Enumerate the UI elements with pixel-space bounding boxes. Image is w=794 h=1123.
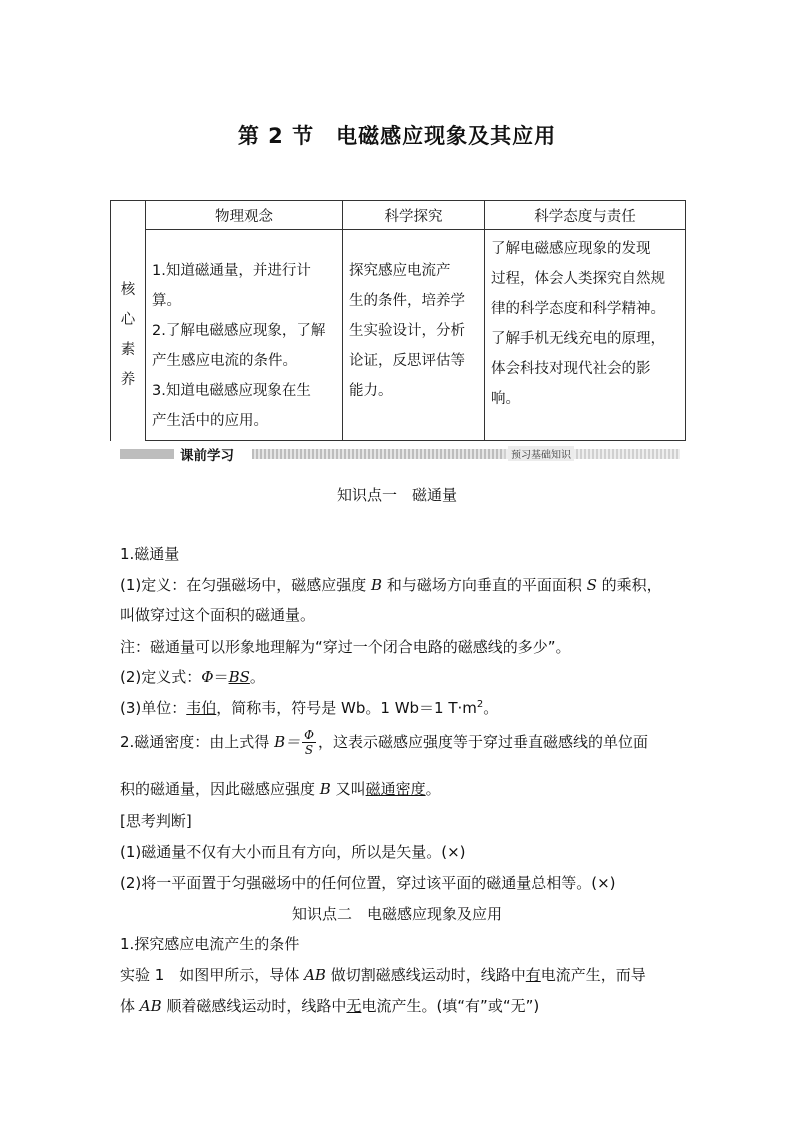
variable-ab: AB: [139, 997, 162, 1015]
section-3-title: 1.探究感应电流产生的条件: [120, 935, 300, 953]
concept-line: 3.知道电磁感应现象在生: [152, 383, 311, 399]
header-scientific-attitude: 科学态度与责任: [485, 201, 686, 230]
header-scientific-inquiry: 科学探究: [343, 201, 485, 230]
attitude-line: 过程，体会人类探究自然规: [491, 271, 665, 287]
text: (2)定义式：: [120, 668, 202, 686]
inquiry-line: 生实验设计，分析: [349, 323, 465, 339]
side-char: 养: [120, 371, 136, 388]
text: 的乘积，: [596, 576, 662, 594]
fraction-numerator: Φ: [304, 728, 314, 742]
core-literacy-side-label: [111, 201, 146, 441]
fraction-denominator: S: [304, 743, 314, 757]
text: 电流产生，而导: [540, 966, 646, 984]
attitude-line: 响。: [491, 391, 520, 407]
flux-density-line-2: [120, 778, 441, 799]
core-literacy-table: [110, 200, 686, 441]
header-physics-concept: 物理观念: [146, 201, 343, 230]
text: 和与磁场方向垂直的平面面积: [382, 576, 587, 594]
text: ，简称韦，符号是 Wb。1 Wb＝1 T·m: [216, 699, 477, 717]
text: 。: [425, 780, 441, 798]
equals-sign: ＝: [213, 668, 229, 686]
phi-symbol: Φ: [201, 668, 214, 686]
judgement-1: (1)磁通量不仅有大小而且有方向，所以是矢量。(×): [120, 843, 466, 861]
fraction-phi-over-s: [302, 728, 316, 757]
text: 做切割磁感线运动时，线路中: [325, 966, 526, 984]
variable-b: B: [371, 576, 383, 594]
banner-bar-middle: [252, 449, 504, 459]
experiment-line-2: [120, 995, 539, 1016]
text: (3)单位：: [120, 699, 187, 717]
formula-bs: BS: [228, 668, 250, 686]
section-1-title: 1.磁通量: [120, 545, 180, 563]
text: 实验 1 如图甲所示，导体: [120, 966, 305, 984]
inquiry-line: 生的条件，培养学: [349, 293, 465, 309]
text: 积的磁通量，因此磁感应强度: [120, 780, 320, 798]
inquiry-line: 论证，反思评估等: [349, 353, 465, 369]
concept-line: 产生感应电流的条件。: [152, 353, 297, 369]
formula-line: [120, 666, 265, 687]
text: 顺着磁感线运动时，线路中: [161, 997, 347, 1015]
variable-s: S: [586, 576, 597, 594]
variable-b: B: [319, 780, 331, 798]
banner-tag: 预习基础知识: [508, 446, 574, 461]
physics-concept-cell: [146, 230, 343, 441]
section-banner: [120, 447, 680, 464]
scientific-inquiry-cell: [343, 230, 485, 441]
side-char: 核: [120, 281, 136, 298]
answer-blank-1: 有: [525, 966, 541, 984]
judgement-2: (2)将一平面置于匀强磁场中的任何位置，穿过该平面的磁通量总相等。(×): [120, 874, 616, 892]
text: 。: [483, 699, 499, 717]
flux-density-line-1: [120, 728, 648, 757]
attitude-line: 了解电磁感应现象的发现: [491, 241, 651, 257]
knowledge-point-2-heading: 知识点二 电磁感应现象及应用: [291, 905, 502, 923]
flux-density-term: 磁通密度: [365, 780, 426, 798]
side-char: 心: [120, 311, 136, 328]
text: (1)定义：在匀强磁场中，磁感应强度: [120, 576, 372, 594]
text: ，这表示磁感应强度等于穿过垂直磁感线的单位面: [317, 733, 648, 751]
inquiry-line: 探究感应电流产: [349, 263, 451, 279]
experiment-line-1: [120, 964, 646, 985]
knowledge-point-1-heading: 知识点一 磁通量: [336, 486, 457, 504]
attitude-line: 了解手机无线充电的原理，: [491, 331, 665, 347]
formula-b-eq: B＝: [274, 733, 301, 751]
concept-line: 2.了解电磁感应现象，了解: [152, 323, 326, 339]
side-char: 素: [120, 341, 136, 358]
unit-weber: 韦伯: [186, 699, 217, 717]
text: 。: [249, 668, 265, 686]
definition-line-2: 叫做穿过这个面积的磁通量。: [120, 606, 316, 624]
concept-line: 1.知道磁通量，并进行计算。: [152, 263, 311, 309]
banner-bar-left: [120, 449, 174, 459]
think-judge-heading: [思考判断]: [120, 812, 192, 830]
definition-line-1: [120, 574, 662, 595]
attitude-line: 体会科技对现代社会的影: [491, 361, 651, 377]
text: 体: [120, 997, 140, 1015]
concept-line: 产生活中的应用。: [152, 413, 268, 429]
answer-blank-2: 无: [346, 997, 362, 1015]
text: 又叫: [330, 780, 366, 798]
superscript: 2: [476, 699, 484, 710]
banner-label: 课前学习: [180, 448, 234, 464]
unit-line: [120, 697, 498, 718]
text: 电流产生。(填“有”或“无”): [361, 997, 540, 1015]
text: 2.磁通密度：由上式得: [120, 733, 275, 751]
inquiry-line: 能力。: [349, 383, 393, 399]
attitude-line: 律的科学态度和科学精神。: [491, 301, 665, 317]
variable-ab: AB: [304, 966, 326, 984]
scientific-attitude-cell: [485, 230, 686, 441]
note-line: 注：磁通量可以形象地理解为“穿过一个闭合电路的磁感线的多少”。: [120, 638, 571, 656]
page-title: 第 2 节 电磁感应现象及其应用: [237, 124, 557, 148]
